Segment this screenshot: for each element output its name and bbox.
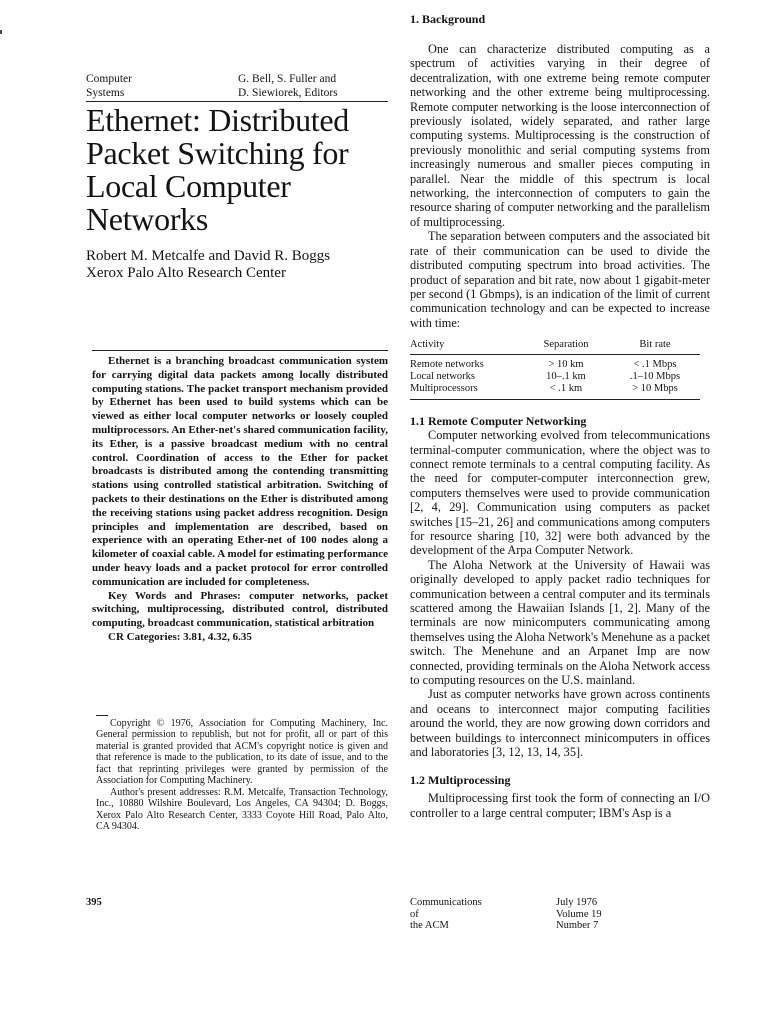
footnote-rule <box>96 715 108 716</box>
paper-title: Ethernet: Distributed Packet Switching for Local Computer Networks <box>86 102 349 237</box>
journal-name: Communications of the ACM <box>410 897 482 931</box>
table-header: Activity <box>410 338 522 355</box>
right-column <box>410 12 710 820</box>
abstract <box>92 355 388 645</box>
table-row: Remote networks > 10 km < .1 Mbps <box>410 359 677 371</box>
series-header <box>86 72 388 100</box>
table-header-row <box>410 338 700 355</box>
paragraph: The Aloha Network at the University of Hawaii was originally developed to apply packet radio techniques for communication between a central computer and its terminals scattered among the Hawaiian Islands [1, 2]. Many of the terminals are now minicomputers communicating among themselves using the Aloha Network's Menehune as a packet switch. The Menehune and an Arpanet Imp are now connected, providing terminals on the Aloha Network access to computing resources on the U.S. mainland. <box>410 557 710 688</box>
series-label: Computer Systems <box>86 73 132 99</box>
issue-info: July 1976 Volume 19 Number 7 <box>556 897 602 931</box>
cr-categories: CR Categories: 3.81, 4.32, 6.35 <box>108 630 252 643</box>
paragraph: One can characterize distributed computing as a spectrum of activities varying in their degree of decentralization, with one extreme being remote computer networking and the other extreme being multiprocessing. Remote computer networking is the loose interconnection of previously isolated, widely separated, and rather large computing systems. Multiprocessing is the construction of previously monolithic and serial computing systems from increasingly numerous and smaller pieces computing in parallel. Near the middle of this spectrum is local networking, the interconnection of computers to gain the resource sharing of computer networking and the parallelism of multiprocessing. <box>410 42 710 229</box>
table-header: Bit rate <box>610 338 700 355</box>
paragraph: Computer networking evolved from telecommunications terminal-computer communication, where the object was to connect remote terminals to a central computing facility. As the need for computer-computer interconnection grew, computers themselves were used to provide communication [2, 4, 29]. Communication using computers as packet switches [15–21, 26] and communications among computers for resource sharing [10, 32] were both advanced by the development of the Arpa Computer Network. <box>410 428 710 558</box>
paragraph: The separation between computers and the associated bit rate of their communication can be used to divide the distributed computing spectrum into broad activities. The product of separation and bit rate, now about 1 gigabit-meter per second (1 Gbmps), is an indication of the limit of current communication technology and can be expected to increase with time: <box>410 229 710 330</box>
margin-mark <box>0 30 2 34</box>
abstract-rule <box>92 350 388 351</box>
section-heading-multiprocessing: 1.2 Multiprocessing <box>410 773 511 788</box>
table-row: Local networks 10–.1 km .1–10 Mbps <box>410 371 681 383</box>
series-editors: G. Bell, S. Fuller and D. Siewiorek, Editors <box>238 73 338 99</box>
author-addresses: Author's present addresses: R.M. Metcalfe, Transaction Technology, Inc., 10880 Wilshire Boulevard, Los Angeles, CA 94304; D. Boggs, Xerox Palo Alto Research Center, 3333 Coyote Hill Road, Palo Alto, CA 94304. <box>96 786 388 833</box>
paragraph: Multiprocessing first took the form of connecting an I/O controller to a large central computer; IBM's Asp is a <box>410 791 710 820</box>
section-heading-remote: 1.1 Remote Computer Networking <box>410 414 587 429</box>
page-number: 395 <box>86 897 102 908</box>
paragraph: Just as computer networks have grown across continents and oceans to interconnect major computing facilities around the world, they are now growing down corridors and between buildings to interconnect minicomputers in offices and laboratories [3, 12, 13, 14, 35]. <box>410 687 710 760</box>
copyright-footnote <box>96 718 388 833</box>
table-header: Separation <box>522 338 610 355</box>
abstract-text: Ethernet is a branching broadcast communication system for carrying digital data packets among locally distributed computing stations. The packet transport mechanism provided by Ethernet has been used to build systems which can be viewed as either local computer networks or loosely coupled multiprocessors. An Ether-net's shared communication facility, its Ether, is a passive broadcast medium with no central control. Coordination of access to the Ether for packet broadcasts is distributed among the contending transmitting stations using controlled statistical arbitration. Switching of packets to their destinations on the Ether is distributed among the receiving stations using packet address recognition. Design principles and implementation are described, based on experience with an operating Ether-net of 100 nodes along a kilometer of coaxial cable. A model for estimating performance under heavy loads and a packet protocol for error controlled communication are included for completeness. <box>92 355 388 588</box>
copyright-notice: Copyright © 1976, Association for Computing Machinery, Inc. General permission to republish, but not for profit, all or part of this material is granted provided that ACM's copyright notice is given and that reference is made to the publication, to its date of issue, and to the fact that reprinting privileges were granted by permission of the Association for Computing Machinery. <box>96 717 388 787</box>
left-column <box>86 72 388 833</box>
author-names: Robert M. Metcalfe and David R. Boggs <box>86 248 331 264</box>
author-affiliation: Xerox Palo Alto Research Center <box>86 265 286 281</box>
section-heading-background: 1. Background <box>410 12 486 26</box>
keywords: Key Words and Phrases: computer networks, packet switching, multiprocessing, distributed control, distributed computing, broadcast communication, statistical arbitration <box>92 589 388 630</box>
authors <box>86 248 388 282</box>
table-row: Multiprocessors < .1 km > 10 Mbps <box>410 383 700 400</box>
journal-footer <box>410 897 710 932</box>
activity-table <box>410 338 700 400</box>
